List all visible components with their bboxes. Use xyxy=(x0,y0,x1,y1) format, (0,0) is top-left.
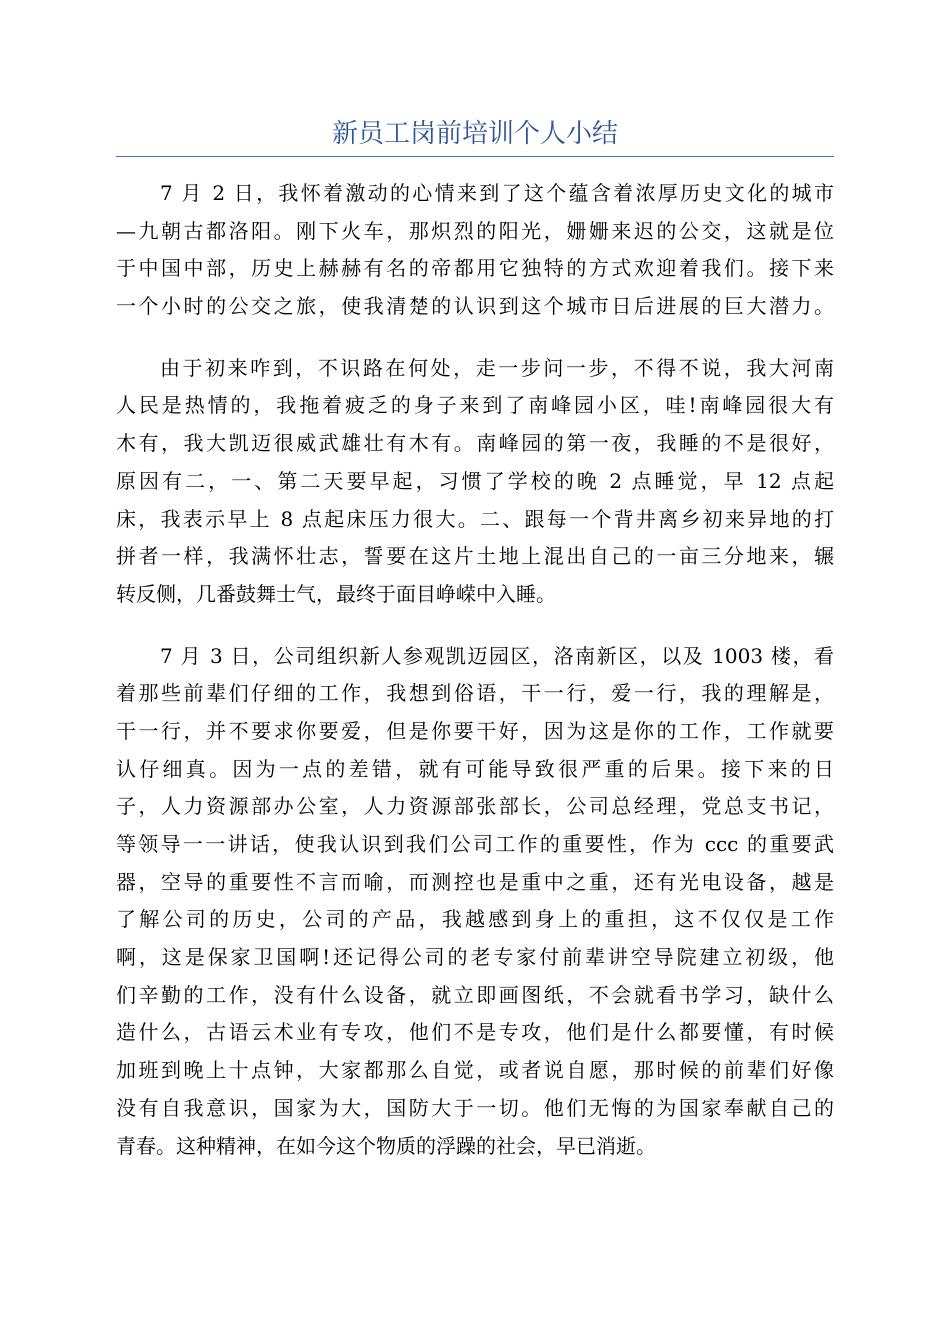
paragraph-line: 认仔细真。因为一点的差错，就有可能导致很严重的后果。接下来的日 xyxy=(116,756,834,781)
paragraph-line: 人民是热情的，我拖着疲乏的身子来到了南峰园小区，哇!南峰园很大有 xyxy=(116,393,834,418)
paragraph-line: 床，我表示早上 8 点起床压力很大。二、跟每一个背井离乡初来异地的打 xyxy=(116,506,834,531)
paragraph-line: 转反侧，几番鼓舞士气，最终于面目峥嵘中入睡。 xyxy=(116,581,556,606)
paragraph-line: 青春。这种精神，在如今这个物质的浮躁的社会，早已消逝。 xyxy=(116,1133,656,1158)
paragraph-3 xyxy=(116,638,834,1166)
paragraph-line: 7 月 2 日，我怀着激动的心情来到了这个蕴含着浓厚历史文化的城市 xyxy=(160,181,834,205)
paragraph-line: —九朝古都洛阳。刚下火车，那炽烈的阳光，姗姗来迟的公交，这就是位 xyxy=(116,218,834,243)
paragraph-2 xyxy=(116,350,834,614)
paragraph-line: 于中国中部，历史上赫赫有名的帝都用它独特的方式欢迎着我们。接下来 xyxy=(116,256,834,281)
paragraph-line: 木有，我大凯迈很威武雄壮有木有。南峰园的第一夜，我睡的不是很好， xyxy=(116,431,834,456)
paragraph-line: 们辛勤的工作，没有什么设备，就立即画图纸，不会就看书学习，缺什么 xyxy=(116,982,834,1007)
paragraph-line: 造什么，古语云术业有专攻，他们不是专攻，他们是什么都要懂，有时候 xyxy=(116,1020,834,1045)
paragraph-line: 拼者一样，我满怀壮志，誓要在这片土地上混出自己的一亩三分地来，辗 xyxy=(116,544,834,569)
paragraph-line: 器，空导的重要性不言而喻，而测控也是重中之重，还有光电设备，越是 xyxy=(116,869,834,894)
document-title: 新员工岗前培训个人小结 xyxy=(331,119,618,149)
paragraph-line: 一个小时的公交之旅，使我清楚的认识到这个城市日后进展的巨大潜力。 xyxy=(116,294,834,319)
paragraph-line: 着那些前辈们仔细的工作，我想到俗语，干一行，爱一行，我的理解是， xyxy=(116,681,834,706)
paragraph-line: 加班到晚上十点钟，大家都那么自觉，或者说自愿，那时候的前辈们好像 xyxy=(116,1058,834,1083)
title-underline xyxy=(116,156,834,157)
paragraph-line: 啊，这是保家卫国啊!还记得公司的老专家付前辈讲空导院建立初级，他 xyxy=(116,945,834,970)
paragraph-line: 原因有二，一、第二天要早起，习惯了学校的晚 2 点睡觉，早 12 点起 xyxy=(116,468,834,493)
paragraph-line: 干一行，并不要求你要爱，但是你要干好，因为这是你的工作，工作就要 xyxy=(116,718,834,743)
paragraph-1 xyxy=(116,175,834,326)
paragraph-line: 了解公司的历史，公司的产品，我越感到身上的重担，这不仅仅是工作 xyxy=(116,907,834,932)
paragraph-line: 子，人力资源部办公室，人力资源部张部长，公司总经理，党总支书记， xyxy=(116,794,834,819)
paragraph-line: 没有自我意识，国家为大，国防大于一切。他们无悔的为国家奉献自己的 xyxy=(116,1095,834,1120)
document-body xyxy=(116,175,834,1189)
paragraph-line: 7 月 3 日，公司组织新人参观凯迈园区，洛南新区，以及 1003 楼，看 xyxy=(160,643,834,668)
paragraph-line: 等领导一一讲话，使我认识到我们公司工作的重要性，作为 ccc 的重要武 xyxy=(116,832,834,856)
paragraph-line: 由于初来咋到，不识路在何处，走一步问一步，不得不说，我大河南 xyxy=(160,355,834,380)
